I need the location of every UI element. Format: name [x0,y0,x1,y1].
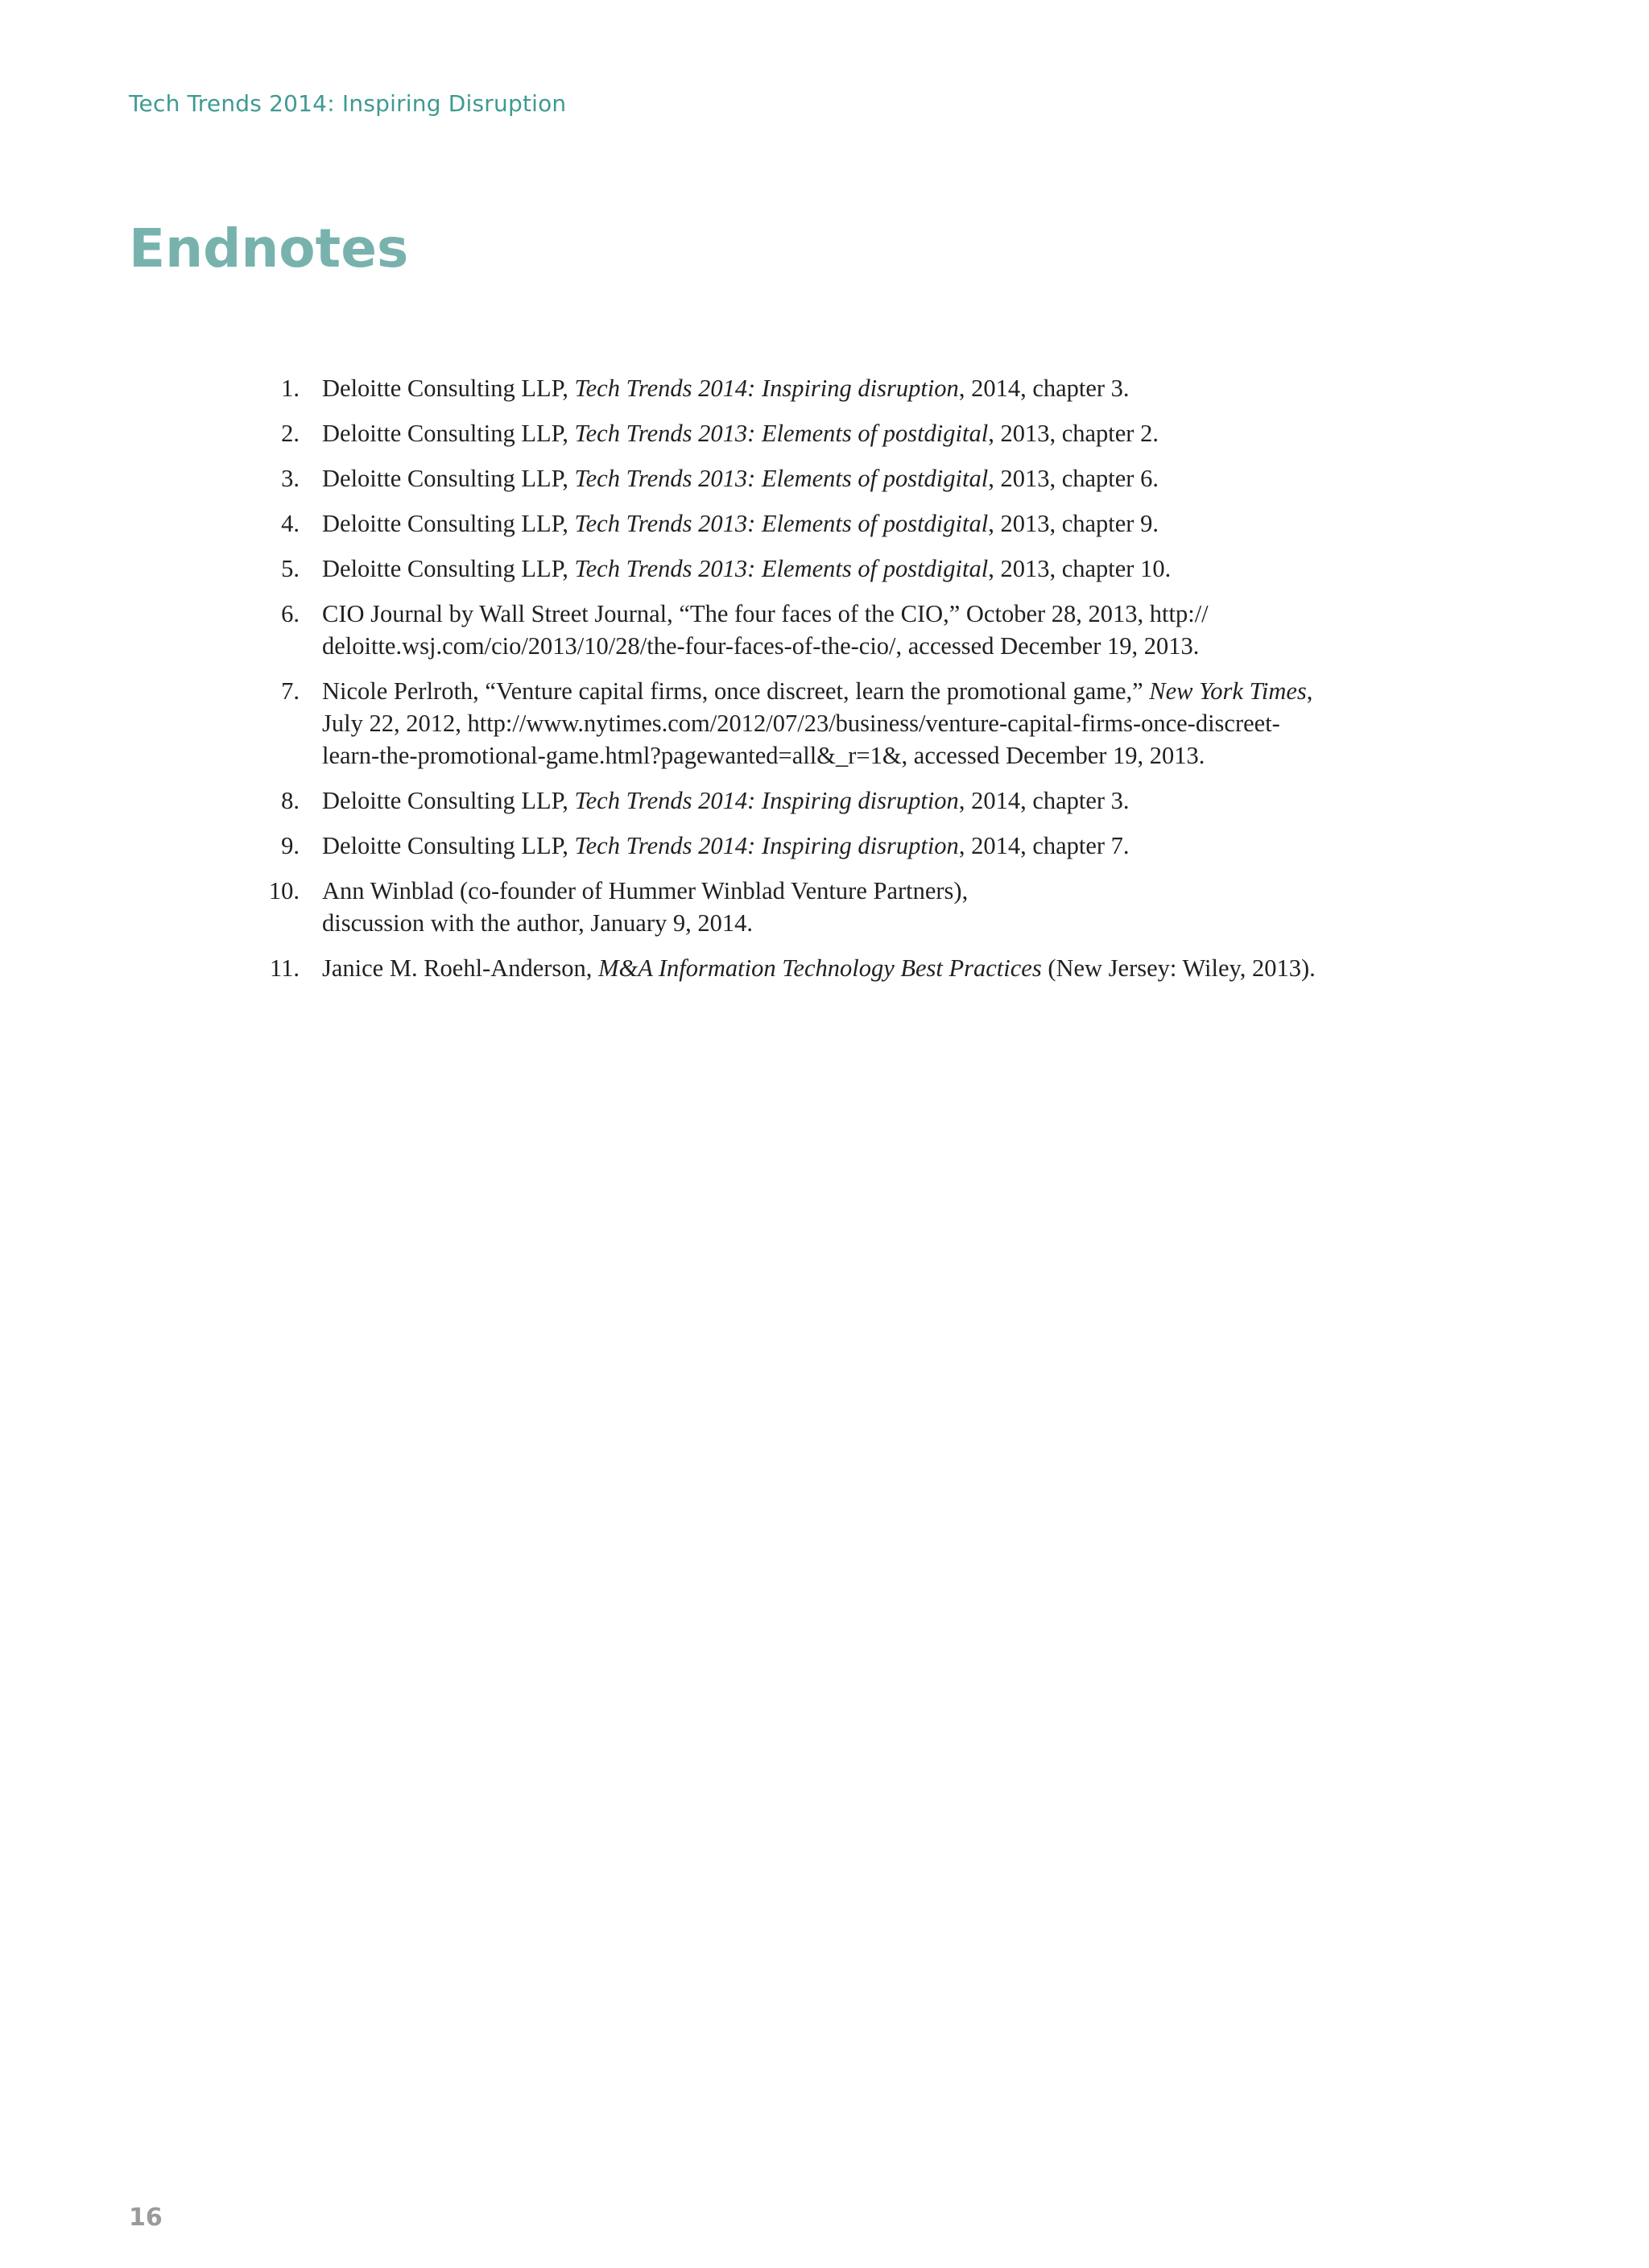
endnote-item [262,875,1422,939]
endnote-number: 10. [268,877,300,904]
endnote-item [262,417,1422,449]
endnote-segment: , 2013, chapter 6. [988,465,1159,492]
endnote-title-segment: M&A Information Technology Best Practices [598,954,1042,982]
running-header: Tech Trends 2014: Inspiring Disruption [129,90,567,117]
endnote-segment: , 2013, chapter 2. [988,420,1159,447]
endnote-item [262,952,1422,984]
endnote-segment: deloitte.wsj.com/cio/2013/10/28/the-four-faces-of-the-cio/, accessed December 19, 2013. [322,632,1200,660]
endnote-text [322,420,1159,447]
endnotes-list [262,372,1422,997]
endnote-segment: Deloitte Consulting LLP, [322,787,575,814]
endnote-title-segment: New York Times [1149,677,1307,705]
endnote-title-segment: Tech Trends 2013: Elements of postdigital [574,420,989,447]
endnote-text [322,600,1209,660]
endnote-number: 7. [281,677,300,705]
endnote-text [322,877,968,937]
endnote-item [262,372,1422,404]
endnote-number: 1. [281,375,300,402]
endnote-segment: Deloitte Consulting LLP, [322,832,575,859]
endnote-item [262,675,1422,772]
endnote-title-segment: Tech Trends 2014: Inspiring disruption [574,832,959,859]
endnote-text [322,954,1316,982]
endnote-text [322,510,1159,537]
endnote-text [322,465,1159,492]
endnote-segment: , [1306,677,1313,705]
section-title: Endnotes [129,217,409,279]
endnote-segment: , 2014, chapter 3. [958,375,1130,402]
endnote-title-segment: Tech Trends 2014: Inspiring disruption [574,375,959,402]
endnote-segment: learn-the-promotional-game.html?pagewanted=all&_r=1&, accessed December 19, 2013. [322,742,1205,769]
endnote-segment: Nicole Perlroth, “Venture capital firms, once discreet, learn the promotional game,” [322,677,1150,705]
endnote-title-segment: Tech Trends 2013: Elements of postdigital [574,465,989,492]
endnote-title-segment: Tech Trends 2013: Elements of postdigital [574,510,989,537]
endnote-item [262,830,1422,862]
page-number: 16 [129,2204,163,2232]
endnote-segment: Janice M. Roehl-Anderson, [322,954,599,982]
endnote-item [262,784,1422,817]
endnote-segment: discussion with the author, January 9, 2014. [322,909,754,937]
endnote-number: 11. [270,954,300,982]
endnote-text [322,375,1130,402]
endnote-segment: Deloitte Consulting LLP, [322,555,575,582]
endnote-segment: Ann Winblad (co-founder of Hummer Winblad Venture Partners), [322,877,969,904]
endnote-segment: (New Jersey: Wiley, 2013). [1041,954,1316,982]
endnote-text [322,555,1171,582]
endnote-segment: CIO Journal by Wall Street Journal, “The four faces of the CIO,” October 28, 2013, http:// [322,600,1209,627]
endnote-item [262,507,1422,540]
endnote-title-segment: Tech Trends 2013: Elements of postdigital [574,555,989,582]
endnote-segment: , 2013, chapter 10. [988,555,1172,582]
endnote-item [262,553,1422,585]
endnote-number: 9. [281,832,300,859]
endnote-segment: Deloitte Consulting LLP, [322,510,575,537]
endnote-number: 4. [281,510,300,537]
endnote-number: 6. [281,600,300,627]
endnote-number: 3. [281,465,300,492]
endnote-segment: , 2013, chapter 9. [988,510,1159,537]
endnote-segment: , 2014, chapter 7. [958,832,1130,859]
endnote-segment: Deloitte Consulting LLP, [322,375,575,402]
endnote-number: 5. [281,555,300,582]
endnote-segment: Deloitte Consulting LLP, [322,420,575,447]
endnote-item [262,598,1422,662]
endnote-number: 2. [281,420,300,447]
endnote-segment: July 22, 2012, http://www.nytimes.com/2012/07/23/business/venture-capital-firms-once-discreet- [322,710,1280,737]
endnote-title-segment: Tech Trends 2014: Inspiring disruption [574,787,959,814]
endnote-item [262,462,1422,495]
endnote-text [322,677,1312,769]
endnote-text [322,787,1130,814]
endnote-segment: , 2014, chapter 3. [958,787,1130,814]
endnote-text [322,832,1130,859]
endnote-segment: Deloitte Consulting LLP, [322,465,575,492]
endnote-number: 8. [281,787,300,814]
